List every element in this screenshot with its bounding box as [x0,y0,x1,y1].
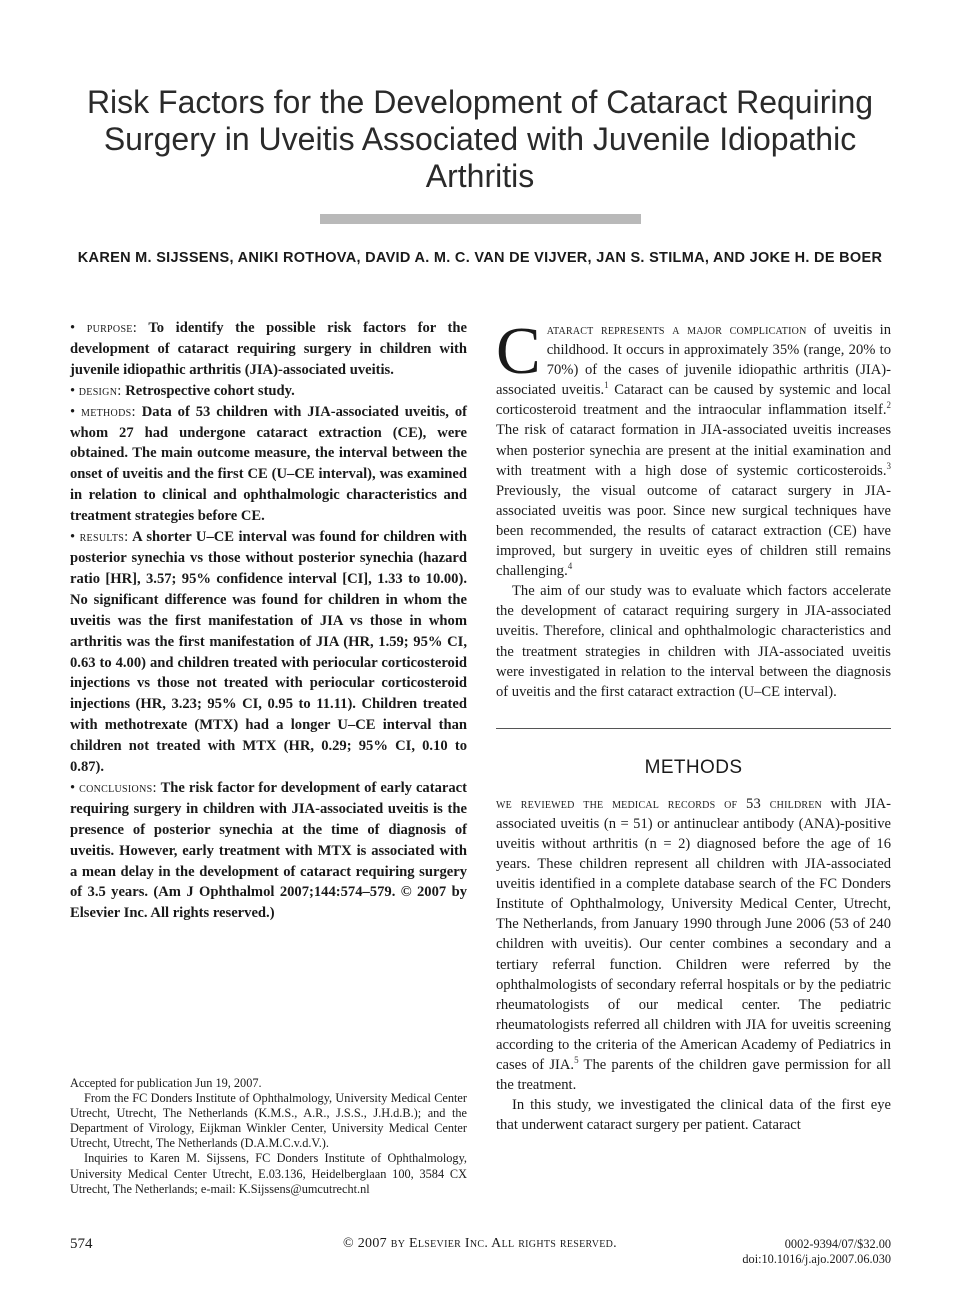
abstract-purpose: • purpose: To identify the possible risk factors for the development of cataract requiring surgery in children with juvenile idiopathic arthritis (JIA)-associated uveitis. [70,320,468,378]
intro-lead: ataract represents a major complication [546,322,807,338]
intro-text: of uveitis in childhood. It occurs in approximately 35% (range, 20% to 70%) of the cases of juvenile idiopathic arthritis (JIA)-associated uveitis. [496,322,891,399]
reference-marker[interactable]: 5 [574,1055,579,1066]
copyright-line: © 2007 by Elsevier Inc. All rights reserved. [343,1236,617,1251]
intro-text: Previously, the visual outcome of cataract surgery in JIA-associated uveitis was poor. Since new surgical techniques have been recommended, the results of cataract extraction (CE) have improved, but surgery in uveitic eyes of children still remains challenging. [496,482,891,580]
abstract-text: To identify the possible risk factors for the development of cataract requiring surgery in children with juvenile idiopathic arthritis (JIA)-associated uveitis. [70,320,468,378]
methods-paragraph-1 [496,794,891,1095]
intro-paragraph-2: The aim of our study was to evaluate which factors accelerate the development of cataract requiring surgery in JIA-associated uveitis. Therefore, clinical and ophthalmologic characteristics and the treatment strategies in children with JIA-associated uveitis were investigated in relation to the interval between the diagnosis of uveitis and the first cataract extraction (U–CE interval). [496,583,891,700]
abstract-label: purpose: [86,320,138,336]
abstract [70,318,467,924]
page-number: 574 [70,1236,93,1252]
section-divider [496,728,891,729]
section-heading-methods: METHODS [644,756,743,778]
article-title: Risk Factors for the Development of Cataract Requiring Surgery in Uveitis Associated with Juvenile Idiopathic Arthritis [86,84,874,194]
issn: 0002-9394/07/$32.00 [784,1237,891,1251]
intro-paragraph-1 [496,314,891,581]
methods-paragraph-2: In this study, we investigated the clinical data of the first eye that underwent cataract surgery per patient. Cataract [496,1097,891,1134]
abstract-label: conclusions: [79,779,157,796]
methods-lead: we reviewed the medical records of 53 children [496,795,822,812]
footnote-accepted: Accepted for publication Jun 19, 2007. [70,1076,262,1090]
journal-identifiers [640,1237,891,1266]
abstract-label: design: [78,382,122,399]
author-list: KAREN M. SIJSSENS, ANIKI ROTHOVA, DAVID A. M. C. VAN DE VIJVER, JAN S. STILMA, AND JOKE H. DE BOER [77,250,883,266]
footnotes [70,1076,467,1197]
methods-text: The parents of the children gave permission for all the treatment. [496,1057,891,1094]
reference-marker[interactable]: 3 [886,460,891,471]
reference-marker[interactable]: 4 [567,561,573,572]
abstract-label: methods: [81,403,136,420]
body-column [496,314,891,1135]
footnote-inquiries: Inquiries to Karen M. Sijssens, FC Donders Institute of Ophthalmology, University Medical Center Utrecht, E.03.136, Heidelberglaan 100, 3584 CX Utrecht, The Netherlands; e-mail: K.Sijssens@umcutrecht.nl [70,1151,467,1196]
abstract-text: A shorter U–CE interval was found for children with posterior synechia vs those without posterior synechia (hazard ratio [HR], 3.57; 95% confidence interval [CI], 1.33 to 10.00). No significant difference was found for children in whom the uveitis was the first manifestation of JIA vs those in whom arthritis was the first manifestation of JIA (HR, 1.59; 95% CI, 0.63 to 4.00) and children treated with periocular corticosteroid injections vs those not treated with periocular corticosteroid injections (HR, 3.23; 95% CI, 0.95 to 11.11). Children treated with methotrexate (MTX) had a longer U–CE interval than children not treated with MTX (HR, 0.29; 95% CI, 0.10 to 0.87). [70,529,467,776]
footnote-affiliations: From the FC Donders Institute of Ophthalmology, University Medical Center Utrecht, Utrecht, The Netherlands (K.M.S., A.R., J.S.S., J.H.d.B.); and the Department of Virology, Eijkman Winkler Center, University Medical Center Utrecht, Utrecht, The Netherlands (D.A.M.C.v.d.V.). [70,1091,467,1151]
abstract-label: results: [79,529,129,546]
abstract-text: Data of 53 children with JIA-associated uveitis, of whom 27 had undergone cataract extraction (CE), were obtained. The main outcome measure, the interval between the onset of uveitis and the first CE (U–CE interval), was examined in relation to clinical and ophthalmologic characteristics and treatment strategies before CE. [70,403,468,525]
title-divider [320,214,641,224]
abstract-text: The risk factor for development of early cataract requiring surgery in children with JIA-associated uveitis is the presence of posterior synechia at the time of diagnosis of uveitis. However, early treatment with MTX is associated with a mean delay in the development of cataract requiring surgery of 3.5 years. (Am J Ophthalmol 2007;144:574–579. © 2007 by Elsevier Inc. All rights reserved.) [70,779,467,922]
abstract-design: • design: Retrospective cohort study. [70,382,295,399]
abstract-results: • results: A shorter U–CE interval was found for children with posterior synechia vs those without posterior synechia (hazard ratio [HR], 3.57; 95% confidence interval [CI], 1.33 to 10.00). No significant difference was found for children in whom the uveitis was the first manifestation of JIA vs those in whom arthritis was the first manifestation of JIA (HR, 1.59; 95% CI, 0.63 to 4.00) and children treated with periocular corticosteroid injections vs those not treated with periocular corticosteroid injections (HR, 3.23; 95% CI, 0.95 to 11.11). Children treated with methotrexate (MTX) had a longer U–CE interval than children not treated with MTX (HR, 0.29; 95% CI, 0.10 to 0.87). [70,529,467,776]
abstract-conclusions: • conclusions: The risk factor for development of early cataract requiring surgery in children with JIA-associated uveitis is the presence of posterior synechia at the time of diagnosis of uveitis. However, early treatment with MTX is associated with a mean delay in the development of cataract requiring surgery of 3.5 years. (Am J Ophthalmol 2007;144:574–579. © 2007 by Elsevier Inc. All rights reserved.) [70,779,467,922]
reference-marker[interactable]: 1 [604,380,609,391]
abstract-methods: • methods: Data of 53 children with JIA-associated uveitis, of whom 27 had undergone cataract extraction (CE), were obtained. The main outcome measure, the interval between the onset of uveitis and the first CE (U–CE interval), was examined in relation to clinical and ophthalmologic characteristics and treatment strategies before CE. [70,403,468,525]
drop-cap: C [496,314,541,388]
abstract-text: Retrospective cohort study. [125,382,295,399]
reference-marker[interactable]: 2 [886,400,891,411]
methods-text: with JIA-associated uveitis (n = 51) or antinuclear antibody (ANA)-positive uveitis without arthritis (n = 2) diagnosed before the age of 16 years. These children represent all children with JIA-associated uveitis identified in a complete database search of the FC Donders Institute of Ophthalmology, University Medical Center, Utrecht, The Netherlands, from January 1990 through June 2006 (53 of 240 children with uveitis). Our center combines a secondary and a tertiary referral function. Children were referred by the ophthalmologists of secondary referral hospitals or by the pediatric rheumatologists of our medical center. The pediatric rheumatologists referred all children with JIA for uveitis screening according to the criteria of the American Academy of Pediatrics in cases of JIA. [496,795,891,1073]
intro-text: Cataract can be caused by systemic and local corticosteroid treatment and the intraocular inflammation itself. [496,382,891,419]
intro-text: The risk of cataract formation in JIA-associated uveitis increases when posterior synechia are present at the initial examination and with treatment with a high dose of systemic corticosteroids. [496,422,891,479]
doi: doi:10.1016/j.ajo.2007.06.030 [742,1251,891,1266]
